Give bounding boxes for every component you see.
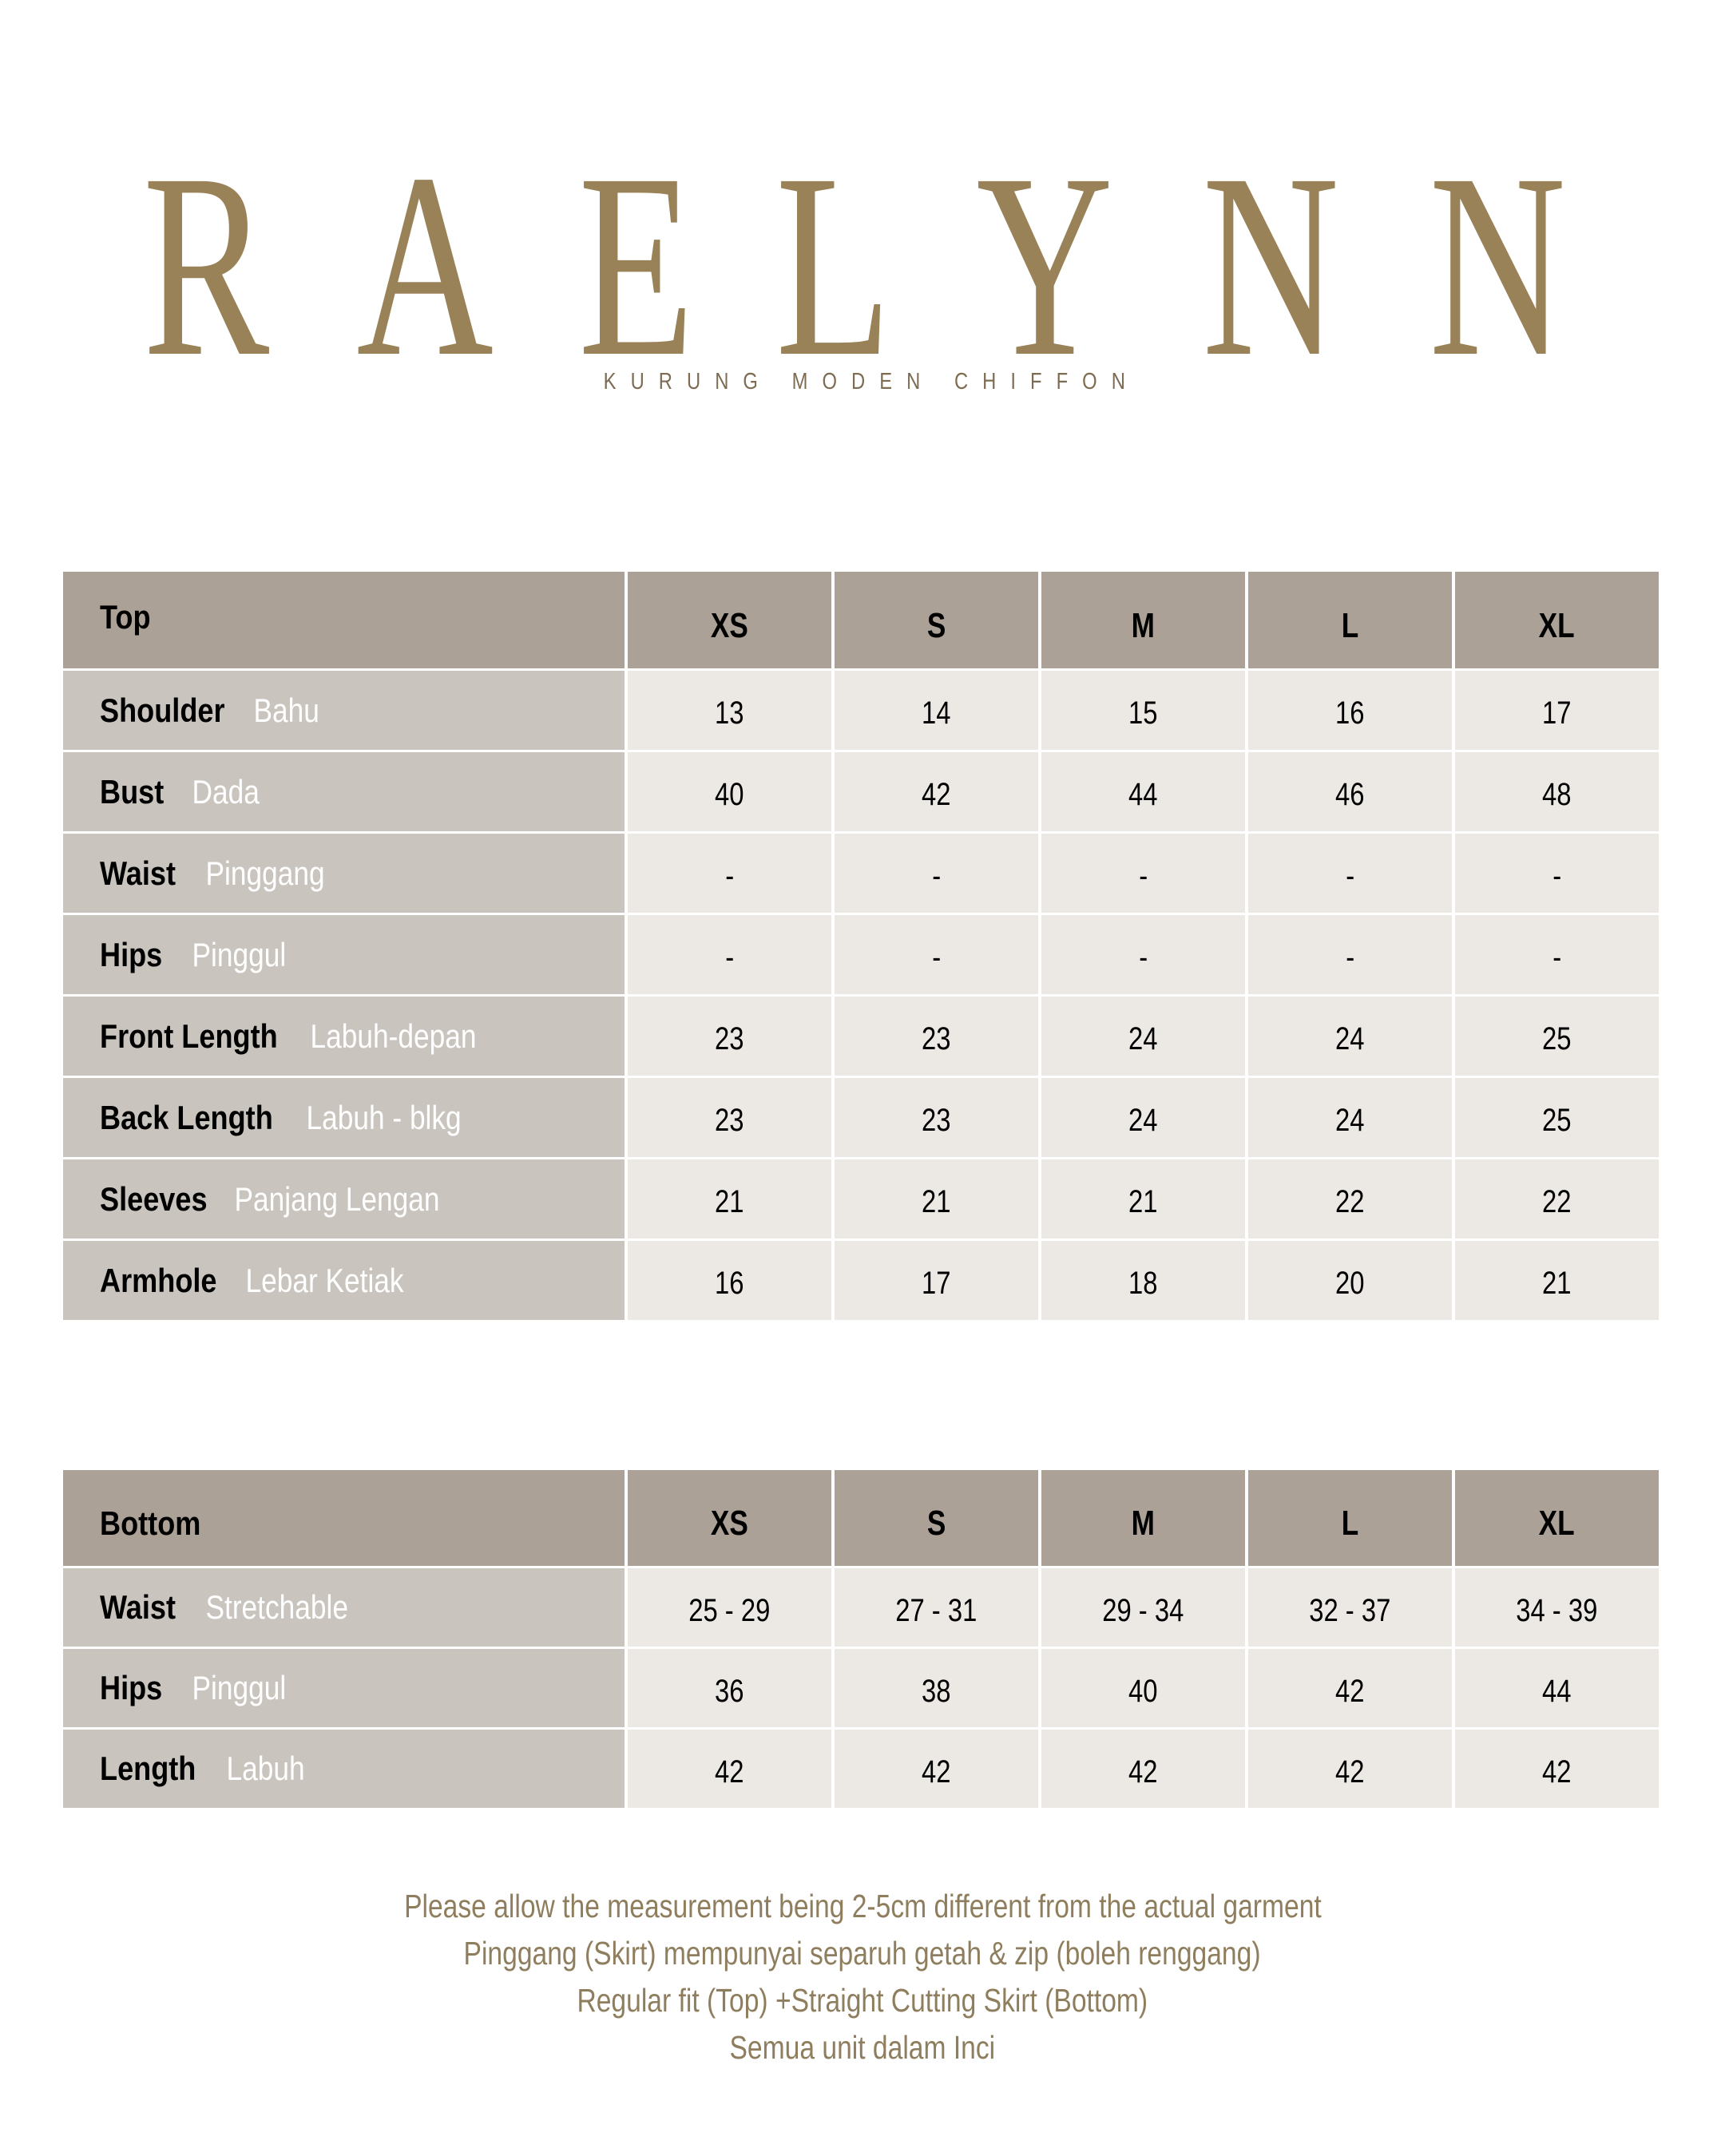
size-label: S	[926, 1504, 946, 1543]
table-cell	[1041, 915, 1245, 994]
table-cell	[1455, 752, 1659, 831]
cell-value: 23	[922, 1021, 951, 1056]
cell-value: 24	[1335, 1021, 1365, 1056]
row-label	[63, 1730, 625, 1808]
table-cell	[628, 752, 831, 831]
brand-letter: E	[578, 120, 695, 411]
size-header-l	[1248, 572, 1452, 668]
table-cell	[1455, 1241, 1659, 1320]
table-cell	[1455, 1568, 1659, 1647]
cell-value: 25	[1542, 1103, 1572, 1138]
table-cell	[1041, 997, 1245, 1076]
table-cell	[1455, 1730, 1659, 1808]
row-label-ms: Pinggul	[192, 1669, 287, 1706]
cell-value: -	[725, 858, 734, 894]
table-cell	[628, 1649, 831, 1727]
brand-letter: N	[1202, 120, 1340, 411]
row-label-en: Hips	[100, 1669, 163, 1706]
table-cell	[628, 997, 831, 1076]
row-label	[63, 1241, 625, 1320]
size-header-s	[835, 572, 1038, 668]
cell-value: 23	[922, 1103, 951, 1138]
table-cell	[1455, 915, 1659, 994]
cell-value: 44	[1128, 777, 1158, 812]
size-header-xs	[628, 572, 831, 668]
cell-value: 21	[922, 1184, 951, 1219]
note-text: Regular fit (Top) +Straight Cutting Skirt (Bottom)	[577, 1982, 1148, 2019]
table-cell	[1248, 1159, 1452, 1239]
table-cell	[628, 1241, 831, 1320]
bottom-size-table	[63, 1470, 1659, 1808]
cell-value: 17	[1542, 696, 1572, 731]
cell-value: 42	[922, 777, 951, 812]
cell-value: 42	[1542, 1754, 1572, 1789]
table-cell	[1248, 1730, 1452, 1808]
size-label: XS	[711, 1504, 748, 1543]
cell-value: 20	[1335, 1266, 1365, 1301]
note-text: Pinggang (Skirt) mempunyai separuh getah & zip (boleh renggang)	[464, 1935, 1261, 1972]
row-label-ms: Labuh	[226, 1750, 305, 1787]
cell-value: 16	[1335, 696, 1365, 731]
table-cell	[1041, 671, 1245, 750]
row-label	[63, 915, 625, 994]
cell-value: 22	[1542, 1184, 1572, 1219]
table-cell	[835, 1730, 1038, 1808]
table-cell	[835, 997, 1038, 1076]
size-header-s	[835, 1470, 1038, 1566]
cell-value: 21	[715, 1184, 744, 1219]
top-size-table	[63, 572, 1659, 1320]
cell-value: 25	[1542, 1021, 1572, 1056]
cell-value: 40	[1128, 1673, 1158, 1709]
cell-value: -	[1552, 858, 1561, 894]
table-cell	[835, 1078, 1038, 1157]
cell-value: 21	[1542, 1266, 1572, 1301]
table-cell	[628, 1078, 831, 1157]
row-label-ms: Labuh-depan	[310, 1017, 477, 1055]
brand-subtitle-text: KURUNG MODEN CHIFFON	[603, 369, 1140, 394]
size-label: M	[1131, 1504, 1156, 1543]
table-cell	[1041, 752, 1245, 831]
note-text: Please allow the measurement being 2-5cm different from the actual garment	[403, 1888, 1322, 1924]
row-label-en: Bust	[100, 772, 165, 810]
cell-value: 42	[1335, 1673, 1365, 1709]
size-header-m	[1041, 1470, 1245, 1566]
cell-value: 29 - 34	[1102, 1592, 1184, 1628]
cell-value: 38	[922, 1673, 951, 1709]
row-label-ms: Lebar Ketiak	[245, 1261, 404, 1299]
cell-value: -	[1139, 858, 1148, 894]
table-cell	[835, 834, 1038, 913]
table-cell	[1041, 1568, 1245, 1647]
row-label	[63, 671, 625, 750]
cell-value: 17	[922, 1266, 951, 1301]
note-text: Semua unit dalam Inci	[729, 2029, 996, 2066]
table-cell	[1041, 1649, 1245, 1727]
cell-value: -	[932, 858, 941, 894]
cell-value: 36	[715, 1673, 744, 1709]
table-cell	[1041, 1159, 1245, 1239]
size-label: M	[1131, 605, 1156, 645]
cell-value: 24	[1128, 1021, 1158, 1056]
brand-letter: Y	[976, 120, 1114, 411]
table-title: Bottom	[100, 1504, 201, 1542]
row-label	[63, 1078, 625, 1157]
cell-value: -	[932, 940, 941, 975]
cell-value: 42	[922, 1754, 951, 1789]
row-label-ms: Stretchable	[205, 1588, 349, 1626]
cell-value: 18	[1128, 1266, 1158, 1301]
brand-letter: A	[356, 120, 494, 411]
row-label	[63, 997, 625, 1076]
cell-value: -	[1346, 858, 1354, 894]
row-label-ms: Dada	[192, 772, 260, 810]
table-cell	[835, 915, 1038, 994]
row-label-ms: Bahu	[253, 691, 319, 729]
table-title-cell	[63, 572, 625, 668]
table-cell	[1041, 1078, 1245, 1157]
table-cell	[1041, 834, 1245, 913]
table-cell	[628, 1159, 831, 1239]
cell-value: 22	[1335, 1184, 1365, 1219]
table-cell	[1041, 1730, 1245, 1808]
cell-value: 46	[1335, 777, 1365, 812]
table-cell	[628, 915, 831, 994]
table-cell	[1041, 1241, 1245, 1320]
table-cell	[1248, 1241, 1452, 1320]
cell-value: -	[1552, 940, 1561, 975]
table-cell	[1455, 671, 1659, 750]
table-cell	[1248, 1568, 1452, 1647]
table-title: Top	[100, 597, 151, 636]
size-header-xs	[628, 1470, 831, 1566]
table-cell	[628, 834, 831, 913]
cell-value: 24	[1335, 1103, 1365, 1138]
size-label: XS	[711, 605, 748, 645]
size-label: XL	[1538, 1504, 1575, 1543]
row-label-en: Length	[100, 1750, 196, 1787]
cell-value: 23	[715, 1103, 744, 1138]
cell-value: 15	[1128, 696, 1158, 731]
table-cell	[835, 1649, 1038, 1727]
size-header-xl	[1455, 1470, 1659, 1566]
row-label-en: Front Length	[100, 1017, 278, 1055]
table-cell	[835, 1241, 1038, 1320]
table-cell	[835, 1159, 1038, 1239]
cell-value: -	[725, 940, 734, 975]
table-cell	[1455, 1078, 1659, 1157]
row-label	[63, 1568, 625, 1647]
cell-value: 40	[715, 777, 744, 812]
size-label: L	[1341, 605, 1359, 645]
row-label-ms: Pinggang	[205, 854, 326, 892]
cell-value: 48	[1542, 777, 1572, 812]
size-header-l	[1248, 1470, 1452, 1566]
cell-value: -	[1346, 940, 1354, 975]
row-label	[63, 1159, 625, 1239]
row-label	[63, 834, 625, 913]
size-label: XL	[1538, 605, 1575, 645]
cell-value: 34 - 39	[1516, 1592, 1598, 1628]
table-cell	[835, 671, 1038, 750]
table-cell	[1248, 915, 1452, 994]
row-label-en: Hips	[100, 935, 163, 973]
brand-subtitle	[0, 369, 1725, 395]
table-cell	[1248, 671, 1452, 750]
row-label-ms: Panjang Lengan	[234, 1179, 440, 1218]
note-line	[0, 1930, 1725, 1977]
cell-value: 16	[715, 1266, 744, 1301]
cell-value: 44	[1542, 1673, 1572, 1709]
cell-value: 25 - 29	[688, 1592, 771, 1628]
table-cell	[1248, 834, 1452, 913]
size-label: L	[1341, 1504, 1359, 1543]
table-cell	[835, 752, 1038, 831]
cell-value: 21	[1128, 1184, 1158, 1219]
note-line	[0, 1883, 1725, 1930]
table-cell	[1248, 1649, 1452, 1727]
note-line	[0, 1977, 1725, 2024]
table-cell	[1455, 1649, 1659, 1727]
table-cell	[1248, 752, 1452, 831]
table-cell	[835, 1568, 1038, 1647]
cell-value: 24	[1128, 1103, 1158, 1138]
cell-value: 42	[1128, 1754, 1158, 1789]
table-cell	[1455, 997, 1659, 1076]
cell-value: 13	[715, 696, 744, 731]
table-cell	[1248, 997, 1452, 1076]
size-header-m	[1041, 572, 1245, 668]
brand-letter: R	[142, 120, 270, 411]
row-label	[63, 1649, 625, 1727]
row-label-ms: Labuh - blkg	[306, 1098, 462, 1136]
row-label-en: Waist	[100, 854, 176, 892]
table-cell	[628, 1730, 831, 1808]
row-label-en: Sleeves	[100, 1179, 208, 1218]
row-label-en: Armhole	[100, 1261, 217, 1299]
table-cell	[628, 671, 831, 750]
size-header-xl	[1455, 572, 1659, 668]
size-label: S	[926, 605, 946, 645]
row-label-ms: Pinggul	[192, 935, 287, 973]
cell-value: 23	[715, 1021, 744, 1056]
row-label-en: Shoulder	[100, 691, 225, 729]
cell-value: 32 - 37	[1309, 1592, 1391, 1628]
cell-value: 42	[715, 1754, 744, 1789]
brand-letter: L	[775, 120, 892, 411]
row-label-en: Back Length	[100, 1098, 273, 1136]
table-cell	[1248, 1078, 1452, 1157]
note-line	[0, 2024, 1725, 2071]
table-title-cell	[63, 1470, 625, 1566]
cell-value: 27 - 31	[895, 1592, 978, 1628]
measurement-notes	[0, 1883, 1725, 2071]
cell-value: -	[1139, 940, 1148, 975]
table-cell	[628, 1568, 831, 1647]
cell-value: 14	[922, 696, 951, 731]
row-label-en: Waist	[100, 1588, 176, 1626]
table-cell	[1455, 834, 1659, 913]
cell-value: 42	[1335, 1754, 1365, 1789]
row-label	[63, 752, 625, 831]
table-cell	[1455, 1159, 1659, 1239]
brand-letter: N	[1428, 120, 1566, 411]
